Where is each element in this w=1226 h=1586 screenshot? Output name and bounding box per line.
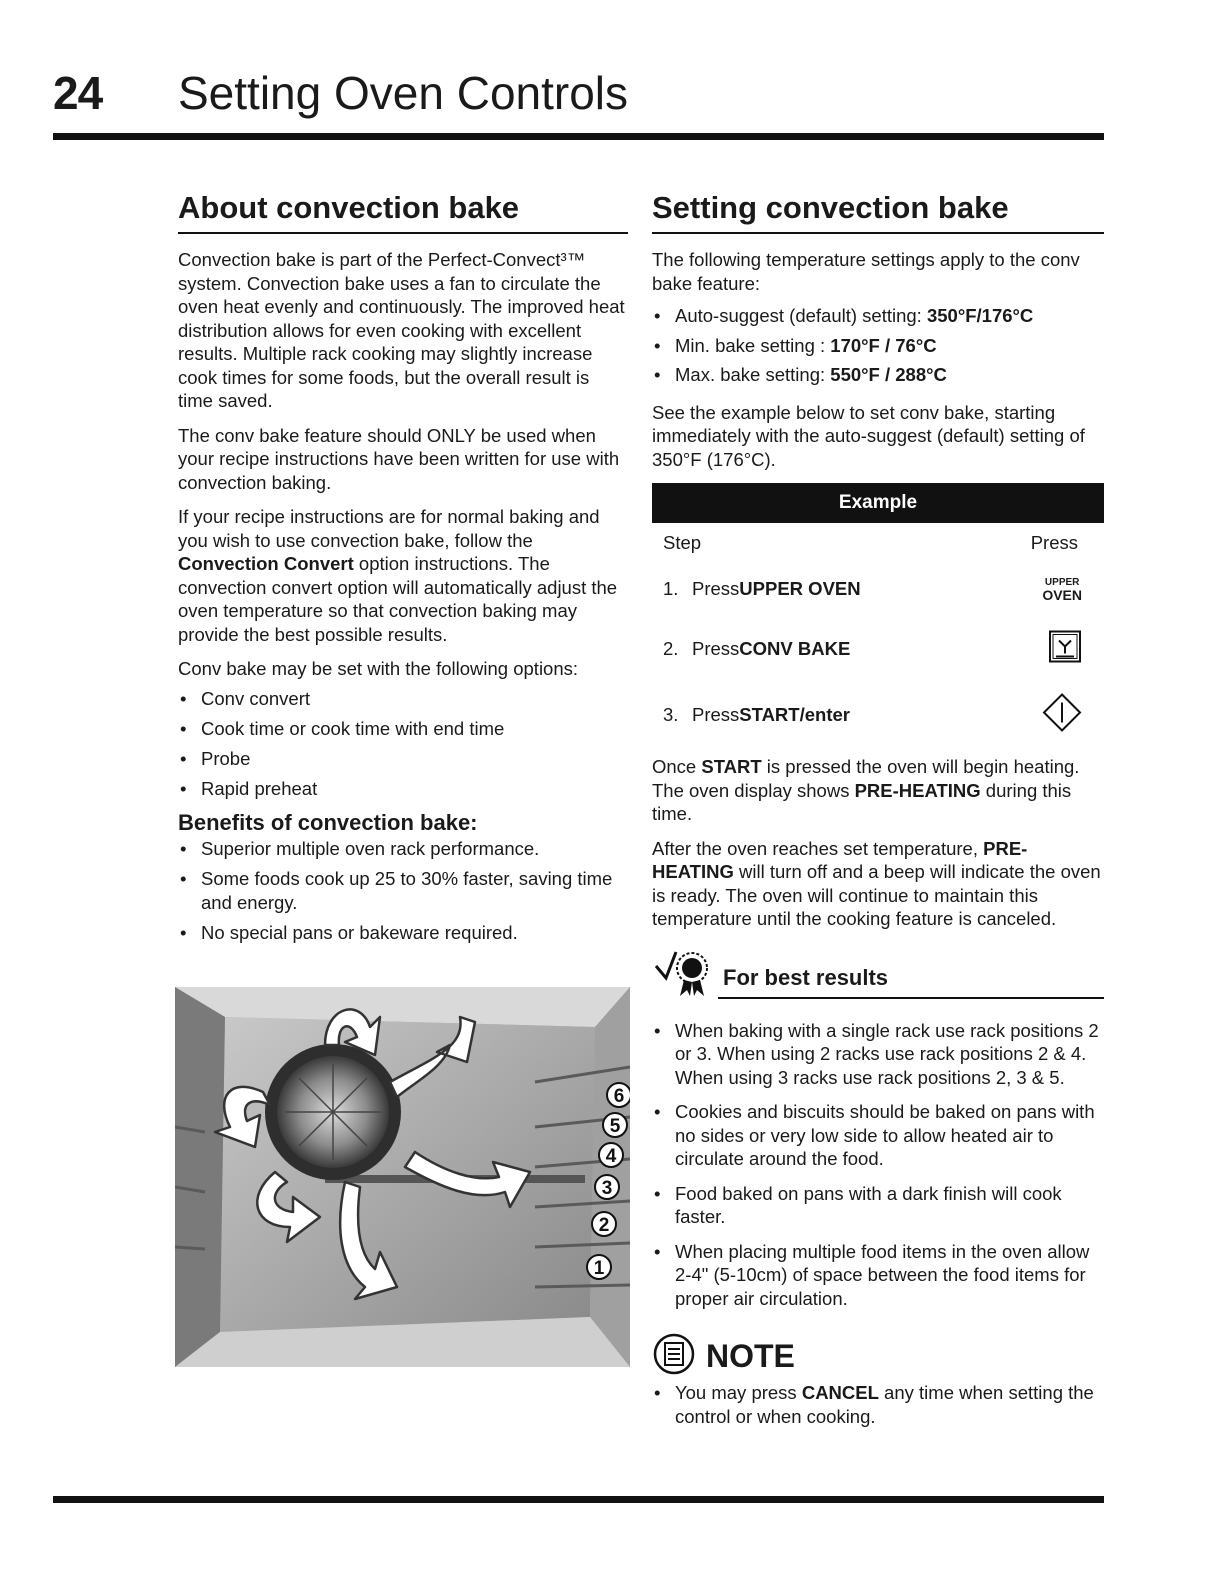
start-key-icon [1042,693,1082,738]
rack-position-6: 6 [613,1086,625,1107]
about-paragraph-3: If your recipe instructions are for normal baking and you wish to use convection bake, follow the Convection Convert option instructions. The convection convert option will automatically adjust the oven temperature so that convection baking may provide the best possible results. [178,506,618,645]
note-list [652,1381,1104,1428]
list-item: • When baking with a single rack use rack positions 2 or 3. When using 2 racks use rack positions 2 & 4. When using 3 racks use rack positions 2, 3 & 5. [652,1019,1104,1090]
see-example-paragraph: See the example below to set conv bake, starting immediately with the auto-suggest (default) setting of 350°F (176°C). [652,401,1085,470]
once-start-paragraph: Once START is pressed the oven will begin heating. The oven display shows PRE-HEATING during this time. [652,756,1080,824]
right-column [652,190,1104,1428]
list-item: • Food baked on pans with a dark finish will cook faster. [652,1182,1104,1229]
list-item: • You may press CANCEL any time when setting the control or when cooking. [652,1381,1104,1428]
rack-position-4: 4 [605,1146,617,1167]
top-rule [53,133,1104,140]
rack-position-5: 5 [609,1116,621,1137]
note-icon [652,1332,696,1381]
best-results-list [652,1019,1104,1311]
benefits-list [178,837,628,944]
press-column-header: Press [1030,532,1078,553]
convection-convert-term: Convection Convert [178,553,354,574]
list-item: • When placing multiple food items in the oven allow 2-4" (5-10cm) of space between the food items for proper air circulation. [652,1240,1104,1311]
rack-position-2: 2 [598,1215,610,1236]
settings-intro: The following temperature settings apply to the conv bake feature: [652,249,1080,294]
options-intro: Conv bake may be set with the following options: [178,658,579,679]
list-item: • Rapid preheat [178,777,628,801]
list-item: • Some foods cook up 25 to 30% faster, saving time and energy. [178,867,628,914]
about-convection-heading: About convection bake [178,190,628,234]
list-item: • Probe [178,747,628,771]
benefits-heading: Benefits of convection bake: [178,810,478,835]
upper-oven-key-icon: UPPER OVEN [1042,577,1082,603]
list-item: • No special pans or bakeware required. [178,921,628,945]
list-item: • Superior multiple oven rack performance. [178,837,628,861]
oven-convection-airflow-image [175,987,630,1367]
rack-position-3: 3 [601,1178,613,1199]
rack-position-1: 1 [593,1258,605,1279]
after-temp-paragraph: After the oven reaches set temperature, PRE-HEATING will turn off and a beep will indicate the oven is ready. The oven will continue to maintain this temperature until the cooking feature is canceled. [652,837,1101,929]
example-step-3: 3. Press START/enter [652,683,1104,747]
example-step-1: 1. Press UPPER OVEN UPPER OVEN [663,577,1082,603]
list-item: • Conv convert [178,687,628,711]
about-paragraph-2: The conv bake feature should ONLY be used when your recipe instructions have been written for use with convection baking. [178,424,620,493]
setting-convection-heading: Setting convection bake [652,190,1104,234]
temperature-settings-list [652,304,1104,387]
conv-bake-key-icon [1048,630,1082,669]
example-title-bar: Example [652,483,1104,523]
note-header [652,1332,1104,1381]
options-list [178,687,628,801]
left-column [178,190,628,951]
best-results-title: For best results [718,965,1104,999]
page-number: 24 [53,67,103,119]
best-results-header [652,945,1104,1003]
ribbon-award-icon [652,938,718,1003]
step-column-header: Step [663,532,702,553]
example-step-2: 2. Press CONV BAKE [652,615,1104,683]
page-title: Setting Oven Controls [178,67,629,119]
list-item: • Auto-suggest (default) setting: 350°F/176°C [652,304,1104,328]
list-item: • Cook time or cook time with end time [178,717,628,741]
list-item: • Cookies and biscuits should be baked on pans with no sides or very low side to allow heated air to circulate around the food. [652,1100,1104,1171]
note-title: NOTE [706,1338,795,1374]
list-item: • Min. bake setting : 170°F / 76°C [652,334,1104,358]
bottom-rule [53,1496,1104,1503]
list-item: • Max. bake setting: 550°F / 288°C [652,363,1104,387]
example-table-header [652,523,1104,563]
about-paragraph-1: Convection bake is part of the Perfect-Convect³™ system. Convection bake uses a fan to circulate the oven heat evenly and continuously. The improved heat distribution allows for even cooking with excellent results. Multiple rack cooking may slightly increase cook times for some foods, but the overall result is time saved. [178,249,625,411]
